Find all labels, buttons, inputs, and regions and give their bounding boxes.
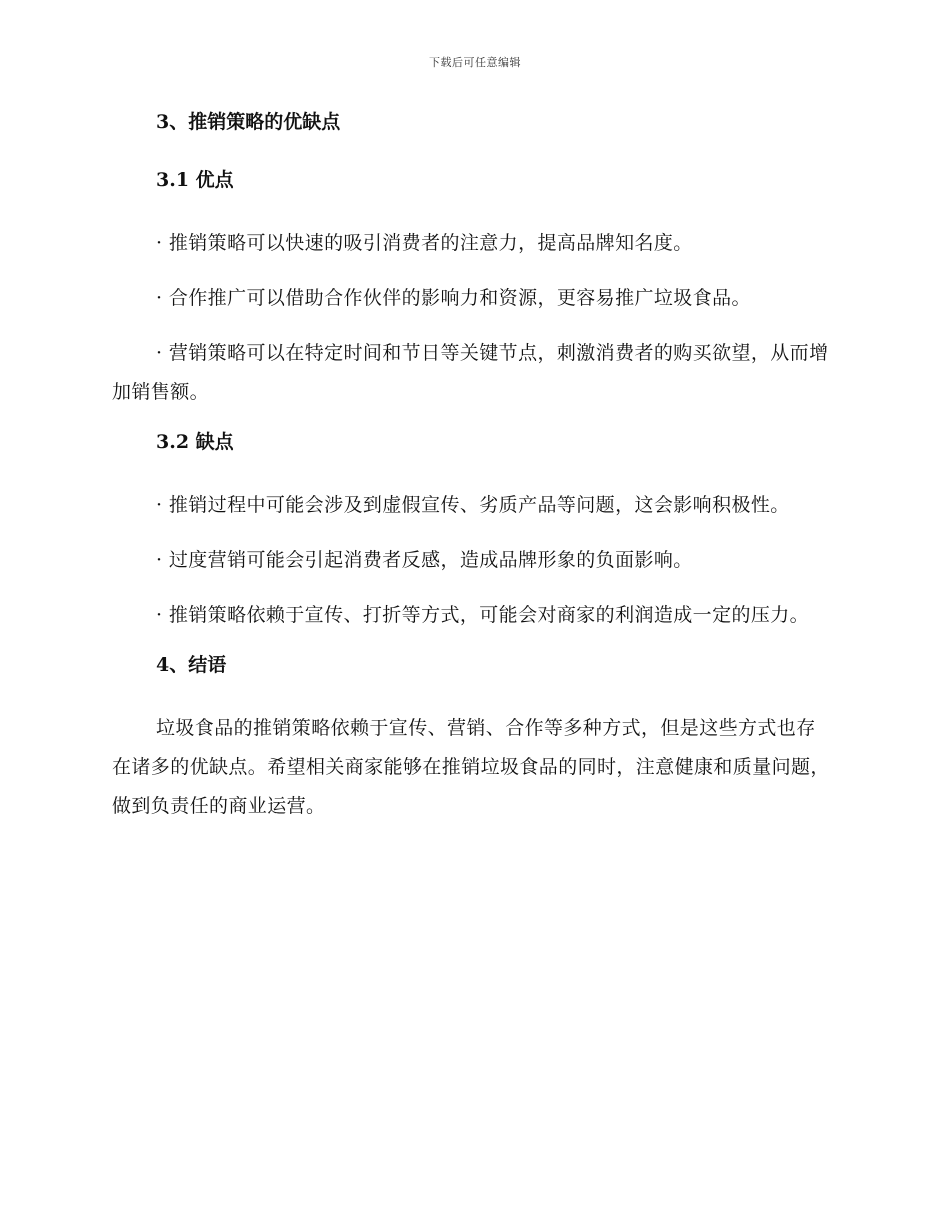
paragraph-conclusion: 垃圾食品的推销策略依赖于宣传、营销、合作等多种方式，但是这些方式也存在诸多的优缺点。希望相关商家能够在推销垃圾食品的同时，注意健康和质量问题，做到负责任的商业运营。	[112, 717, 830, 817]
paragraph-pro-3: · 营销策略可以在特定时间和节日等关键节点，刺激消费者的购买欲望，从而增加销售额。	[112, 342, 829, 403]
subsection-heading-pros: 3.1 优点	[156, 169, 234, 191]
subsection-heading-cons: 3.2 缺点	[156, 431, 234, 453]
document-body	[112, 108, 832, 826]
paragraph-con-2: · 过度营销可能会引起消费者反感，造成品牌形象的负面影响。	[156, 549, 693, 571]
paragraph-pro-1: · 推销策略可以快速的吸引消费者的注意力，提高品牌知名度。	[156, 232, 693, 254]
section-heading-pros-cons: 3、推销策略的优缺点	[156, 111, 341, 133]
paragraph-con-3: · 推销策略依赖于宣传、打折等方式，可能会对商家的利润造成一定的压力。	[156, 604, 810, 626]
paragraph-con-1: · 推销过程中可能会涉及到虚假宣传、劣质产品等问题，这会影响积极性。	[156, 494, 790, 516]
page-header: 下载后可任意编辑	[429, 56, 521, 69]
section-heading-conclusion: 4、结语	[156, 654, 227, 676]
paragraph-pro-2: · 合作推广可以借助合作伙伴的影响力和资源，更容易推广垃圾食品。	[156, 287, 751, 309]
